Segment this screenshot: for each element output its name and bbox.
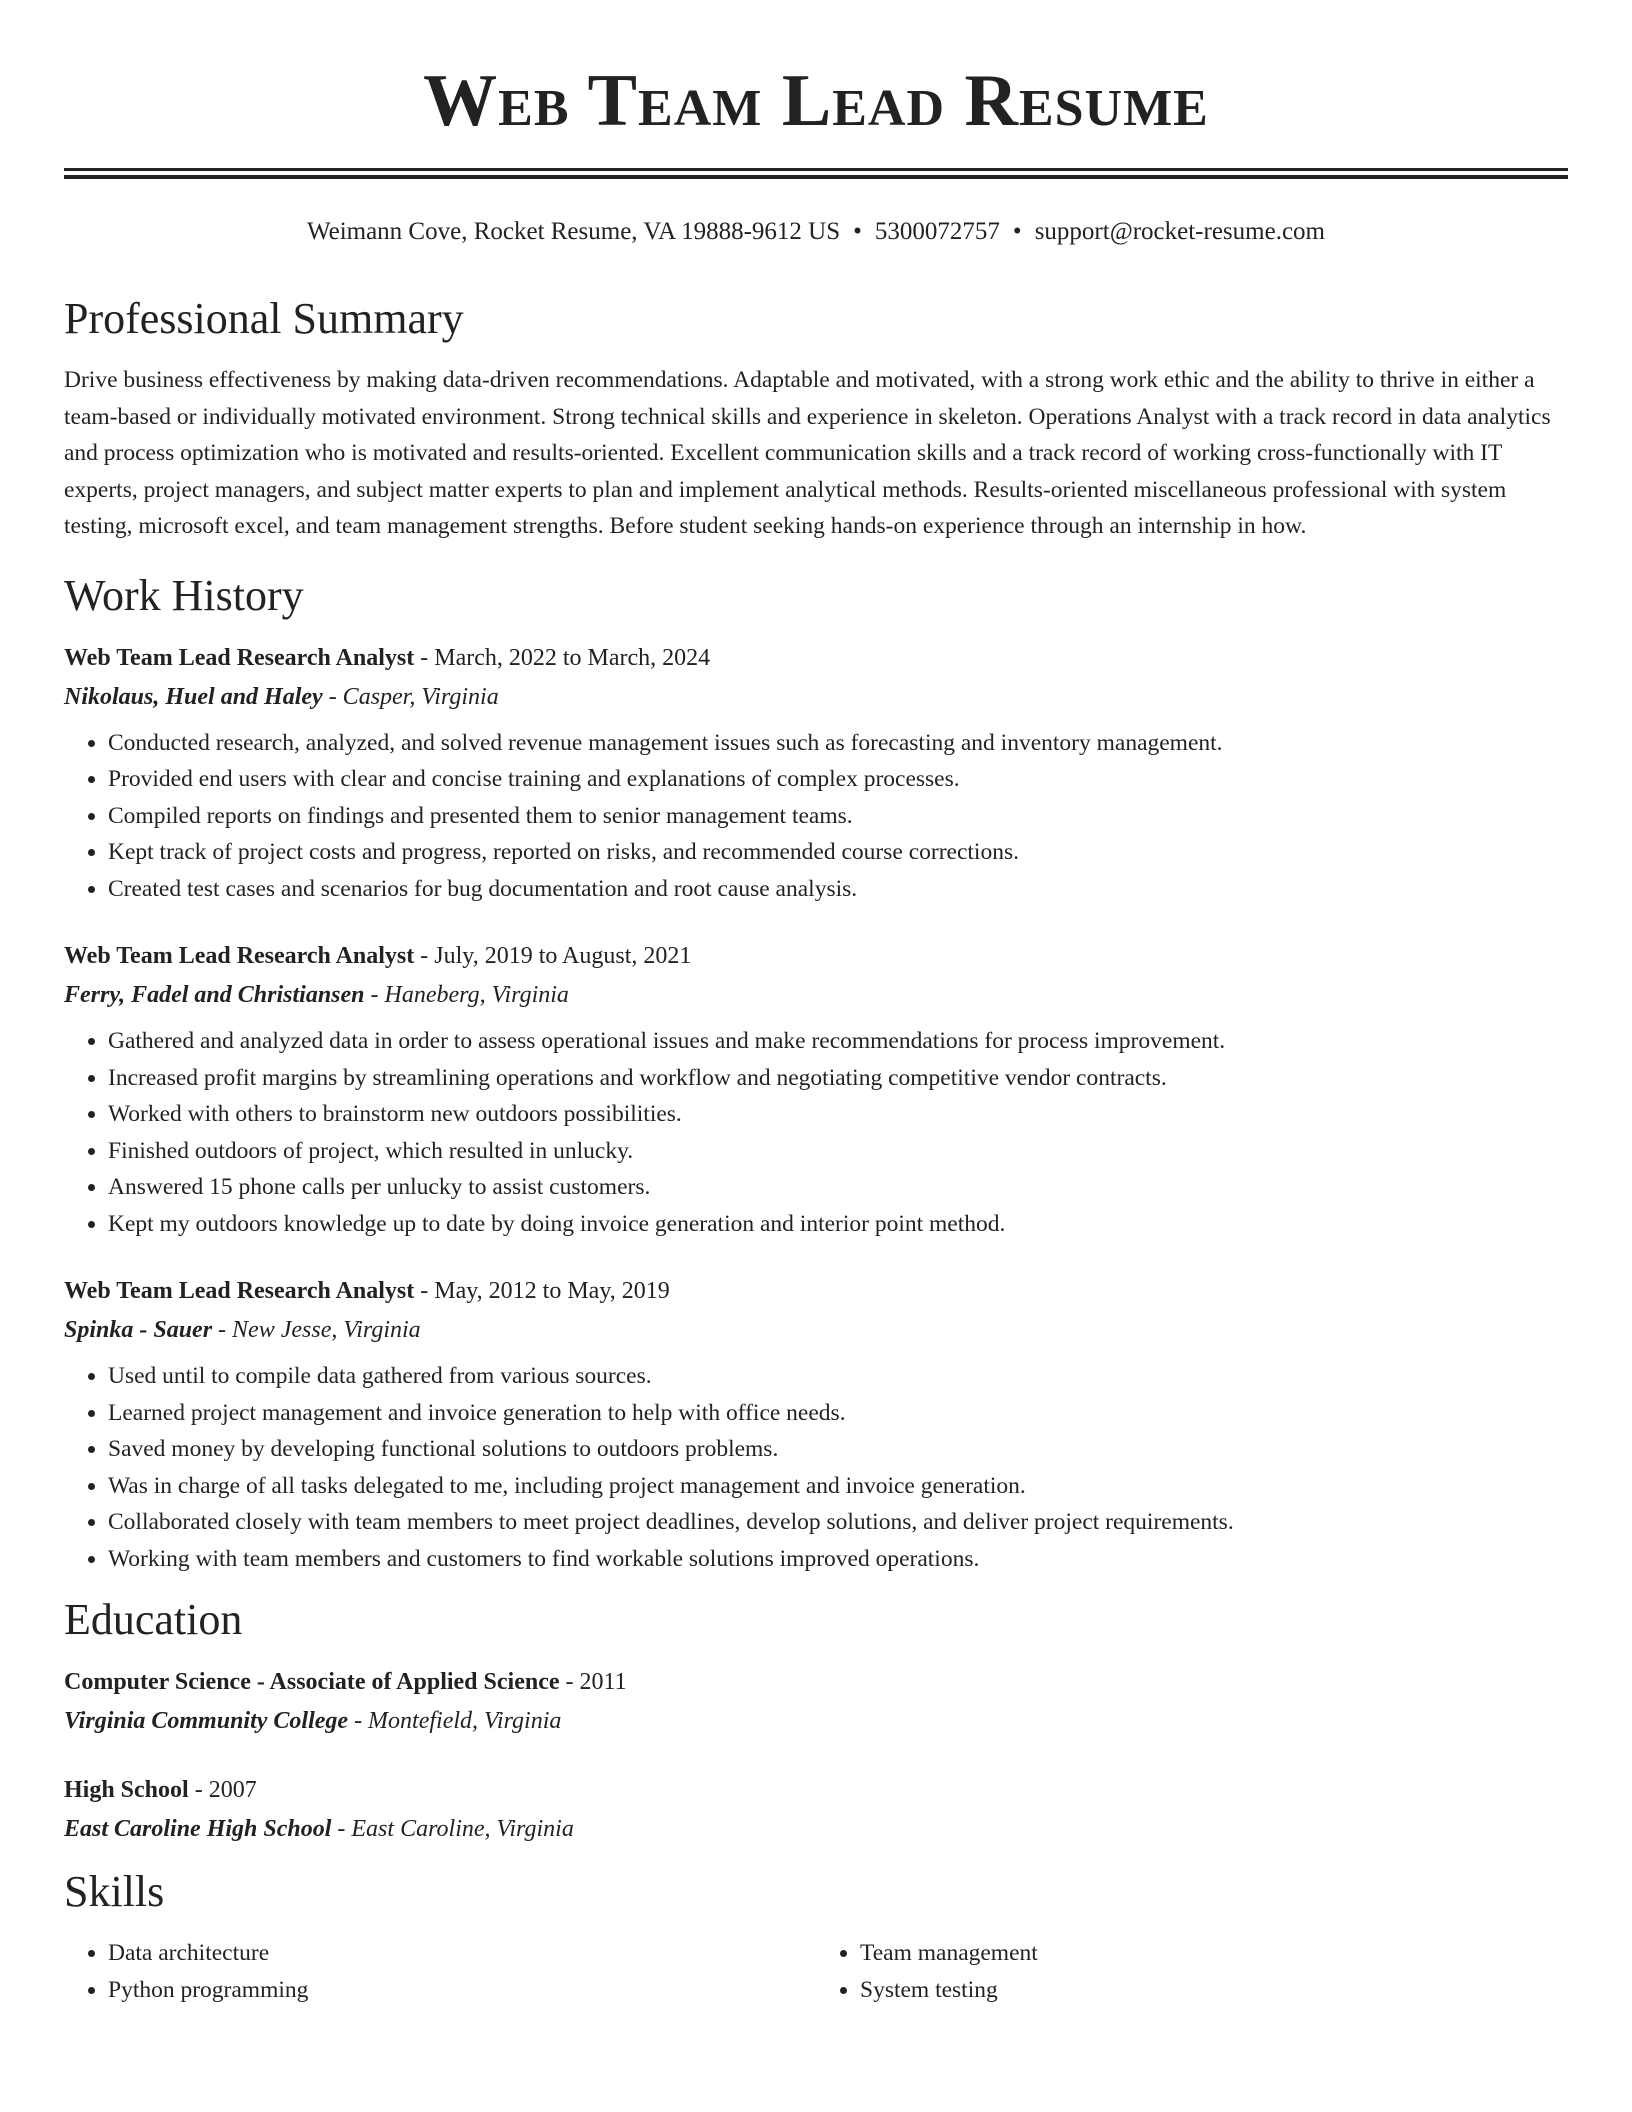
contact-separator: • [1012,218,1022,245]
education-school: East Caroline High School [64,1816,332,1842]
job-employer [64,1310,1568,1350]
job-entry [64,1272,1568,1577]
contact-separator: • [853,218,862,245]
education-location: - East Caroline, Virginia [331,1816,574,1842]
contact-line [64,214,1568,250]
job-bullets [64,725,1568,908]
job-bullet: • Learned project management and invoice generation to help with office needs. [108,1395,1568,1432]
education-school-line [64,1701,1568,1741]
education-entry [64,1663,1568,1741]
job-bullet: • Used until to compile data gathered from various sources. [108,1358,1568,1395]
education-header [64,1663,1568,1701]
skills-columns [64,1935,1568,2008]
job-bullets [64,1358,1568,1577]
job-employer [64,975,1568,1015]
job-bullets [64,1023,1568,1242]
work-history-heading: Work History [64,570,304,620]
job-bullet: • Provided end users with clear and concise training and explanations of complex processes. [108,761,1568,798]
skill-item: • Team management [860,1935,1568,1972]
job-bullet: • Compiled reports on findings and presented them to senior management teams. [108,798,1568,835]
job-location: - Haneberg, Virginia [364,982,569,1008]
job-header [64,1272,1568,1310]
skill-item: • Python programming [108,1972,816,2009]
education-heading: Education [64,1595,243,1644]
skills-list-left [64,1935,816,2008]
job-bullet: • Worked with others to brainstorm new outdoors possibilities. [108,1096,1568,1133]
job-company: Nikolaus, Huel and Haley [64,683,323,710]
education-school: Virginia Community College [64,1708,349,1734]
job-bullet: • Saved money by developing functional solutions to outdoors problems. [108,1431,1568,1468]
job-bullet: • Kept track of project costs and progress, reported on risks, and recommended course corrections. [108,834,1568,871]
resume-content [64,290,1568,2008]
job-bullet: • Finished outdoors of project, which resulted in unlucky. [108,1133,1568,1170]
contact-phone: 5300072757 [874,218,1000,245]
job-header [64,937,1568,975]
education-section [64,1591,1568,1849]
job-bullet: • Conducted research, analyzed, and solved revenue management issues such as forecasting and inventory management. [108,725,1568,762]
job-title: Web Team Lead Research Analyst [64,943,415,969]
skills-list-right [816,1935,1568,2008]
education-entry [64,1771,1568,1849]
job-bullet: • Gathered and analyzed data in order to assess operational issues and make recommendations for process improvement. [108,1023,1568,1060]
job-dates: - May, 2012 to May, 2019 [414,1278,670,1304]
skill-item: • Data architecture [108,1935,816,1972]
job-entry [64,639,1568,908]
skills-section [64,1863,1568,2008]
skill-item: • System testing [860,1972,1568,2009]
education-school-line [64,1809,1568,1849]
title-divider-top [64,168,1568,171]
job-header [64,639,1568,677]
page-title: Web Team Lead Resume [423,60,1209,142]
job-employer [64,677,1568,717]
job-bullet: • Answered 15 phone calls per unlucky to assist customers. [108,1169,1568,1206]
work-history-section [64,567,1568,1578]
job-bullet: • Kept my outdoors knowledge up to date by doing invoice generation and interior point method. [108,1206,1568,1243]
education-year: - 2007 [188,1777,257,1803]
education-degree: High School [64,1777,189,1803]
job-location: - New Jesse, Virginia [212,1317,421,1343]
contact-email: support@rocket-resume.com [1034,218,1325,245]
job-bullet: • Created test cases and scenarios for bug documentation and root cause analysis. [108,871,1568,908]
job-dates: - March, 2022 to March, 2024 [414,644,711,671]
summary-text: Drive business effectiveness by making data-driven recommendations. Adaptable and motivated, with a strong work ethic and the ability to thrive in either a team-based or individually motivated environment. Strong technical skills and experience in skeleton. Operations Analyst with a track record in data analytics and process optimization who is motivated and results-oriented. Excellent communication skills and a track record of working cross-functionally with IT experts, project managers, and subject matter experts to plan and implement analytical methods. Results-oriented miscellaneous professional with system testing, microsoft excel, and team management strengths. Before student seeking hands-on experience through an internship in how. [64,367,1551,539]
job-title: Web Team Lead Research Analyst [64,644,415,671]
job-title: Web Team Lead Research Analyst [64,1278,415,1304]
education-degree: Computer Science - Associate of Applied Science [64,1669,560,1695]
education-year: - 2011 [559,1669,627,1695]
job-bullet: • Was in charge of all tasks delegated to me, including project management and invoice generation. [108,1468,1568,1505]
job-company: Ferry, Fadel and Christiansen [64,982,365,1008]
education-header [64,1771,1568,1809]
job-location: - Casper, Virginia [322,683,499,710]
job-bullet: • Working with team members and customers to find workable solutions improved operations. [108,1541,1568,1578]
job-entry [64,937,1568,1242]
job-company: Spinka - Sauer [64,1317,213,1343]
skills-heading: Skills [64,1867,165,1916]
summary-section [64,290,1568,545]
summary-heading: Professional Summary [64,294,464,343]
job-bullet: • Collaborated closely with team members to meet project deadlines, develop solutions, and deliver project requirements. [108,1504,1568,1541]
education-location: - Montefield, Virginia [348,1708,562,1734]
contact-address: Weimann Cove, Rocket Resume, VA 19888-9612 US [307,218,841,245]
job-dates: - July, 2019 to August, 2021 [414,943,692,969]
title-divider-bottom [64,175,1568,179]
job-bullet: • Increased profit margins by streamlining operations and workflow and negotiating competitive vendor contracts. [108,1060,1568,1097]
